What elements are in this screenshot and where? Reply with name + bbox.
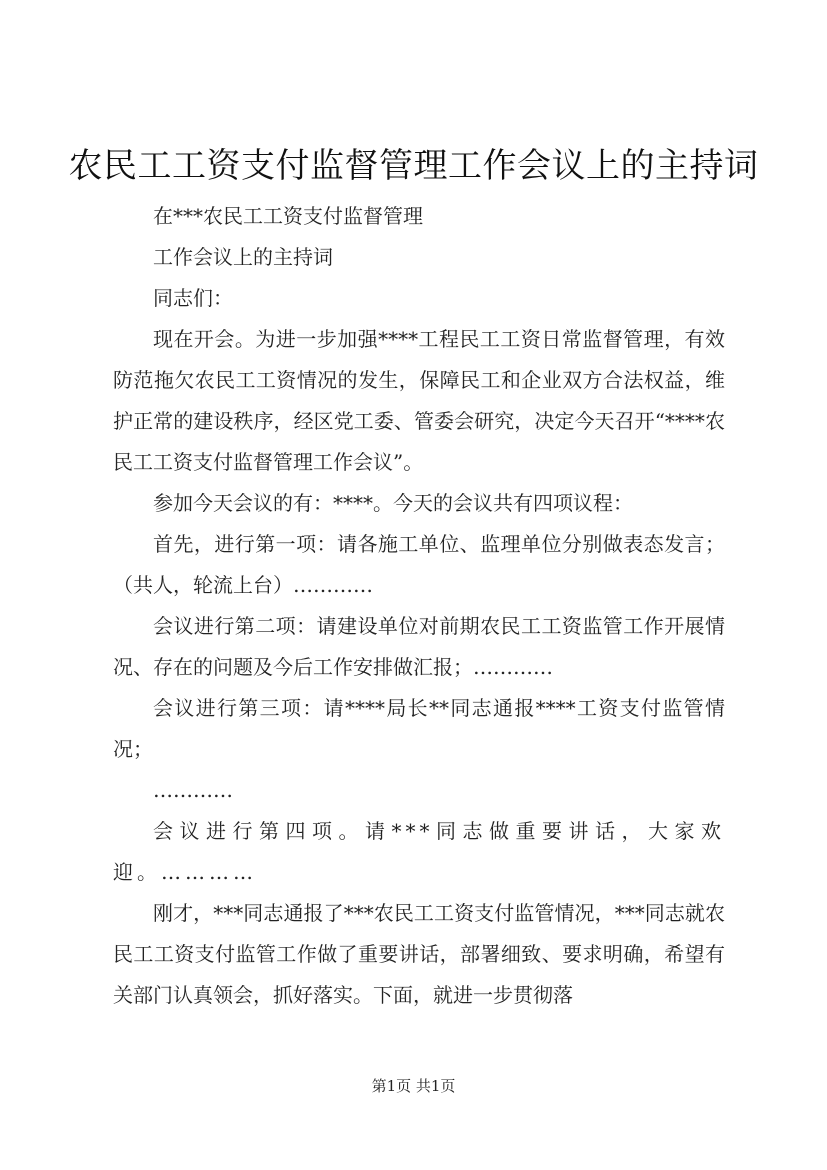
paragraph-ellipsis: ………… bbox=[153, 778, 233, 802]
paragraph-agenda-4: 会议进行第四项。请***同志做重要讲话，大家欢迎。………… bbox=[113, 819, 725, 884]
paragraph-opening: 现在开会。为进一步加强****工程民工工资日常监督管理，有效防范拖欠农民工工资情况的发生，保障民工和企业双方合法权益，维护正常的建设秩序，经区党工委、管委会研究，决定今天召开“****农民工工资支付监督管理工作会议”。 bbox=[113, 327, 725, 474]
page-number: 第1页 共1页 bbox=[371, 1077, 456, 1095]
document-body bbox=[113, 196, 725, 1016]
paragraph-salutation: 同志们： bbox=[153, 286, 233, 310]
paragraph-agenda-1: 首先，进行第一项：请各施工单位、监理单位分别做表态发言；（共人，轮流上台）………… bbox=[113, 532, 725, 597]
document-title: 农民工工资支付监督管理工作会议上的主持词 bbox=[68, 146, 759, 186]
paragraph-agenda-3: 会议进行第三项：请****局长**同志通报****工资支付监管情况； bbox=[113, 696, 725, 761]
paragraph-closing: 刚才，***同志通报了***农民工工资支付监管情况，***同志就农民工工资支付监管工作做了重要讲话，部署细致、要求明确，希望有关部门认真领会，抓好落实。下面，就进一步贯彻落 bbox=[113, 901, 725, 1007]
paragraph-attendees: 参加今天会议的有：****。今天的会议共有四项议程： bbox=[153, 491, 633, 515]
paragraph-agenda-2: 会议进行第二项：请建设单位对前期农民工工资监管工作开展情况、存在的问题及今后工作安排做汇报；………… bbox=[113, 614, 725, 679]
paragraph-title-line-1: 在***农民工工资支付监督管理 bbox=[153, 204, 423, 228]
paragraph-title-line-2: 工作会议上的主持词 bbox=[153, 245, 333, 269]
